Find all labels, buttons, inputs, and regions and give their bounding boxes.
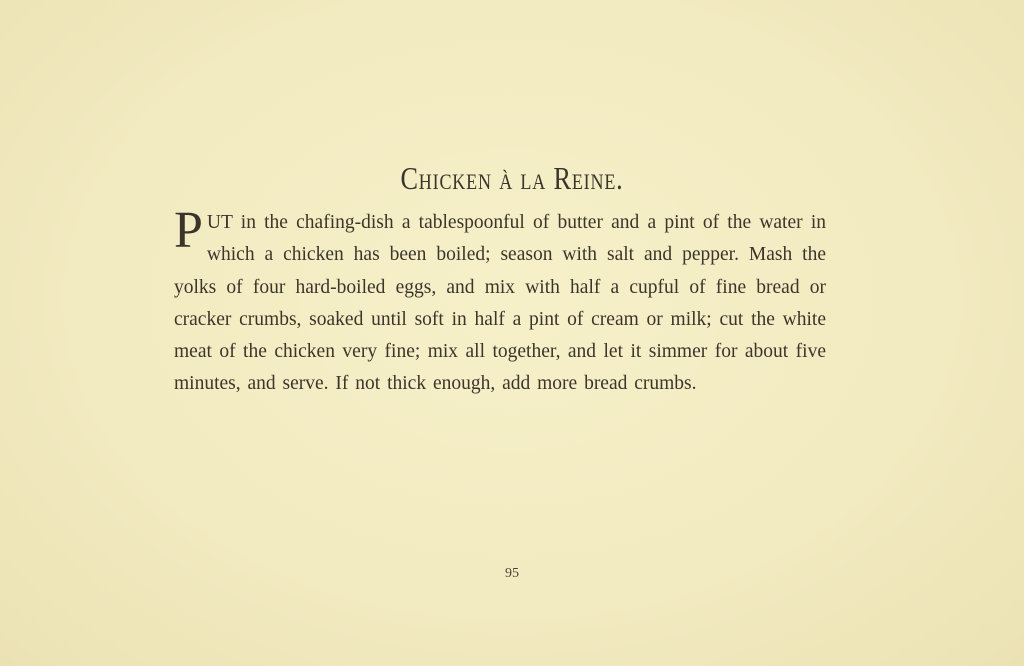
paragraph-text: in the chafing-dish a tablespoonful of butter and a pint of the water in which a chicken has been boiled; season with salt and pepper. Mash the yolks of four hard-boiled eggs, and mix with half a cupful of fine bread or cracker crumbs, soaked until soft in half a pint of cream or milk; cut the white meat of the chicken very fine; mix all together, and let it simmer for about five minutes, and serve. If not thick enough, add more bread crumbs. [174,212,826,395]
recipe-title: Chicken à la Reine. [400,160,624,196]
drop-cap: P [174,202,203,259]
page-number: 95 [505,566,519,581]
recipe-paragraph [174,202,826,401]
first-word-rest: UT [206,212,233,233]
